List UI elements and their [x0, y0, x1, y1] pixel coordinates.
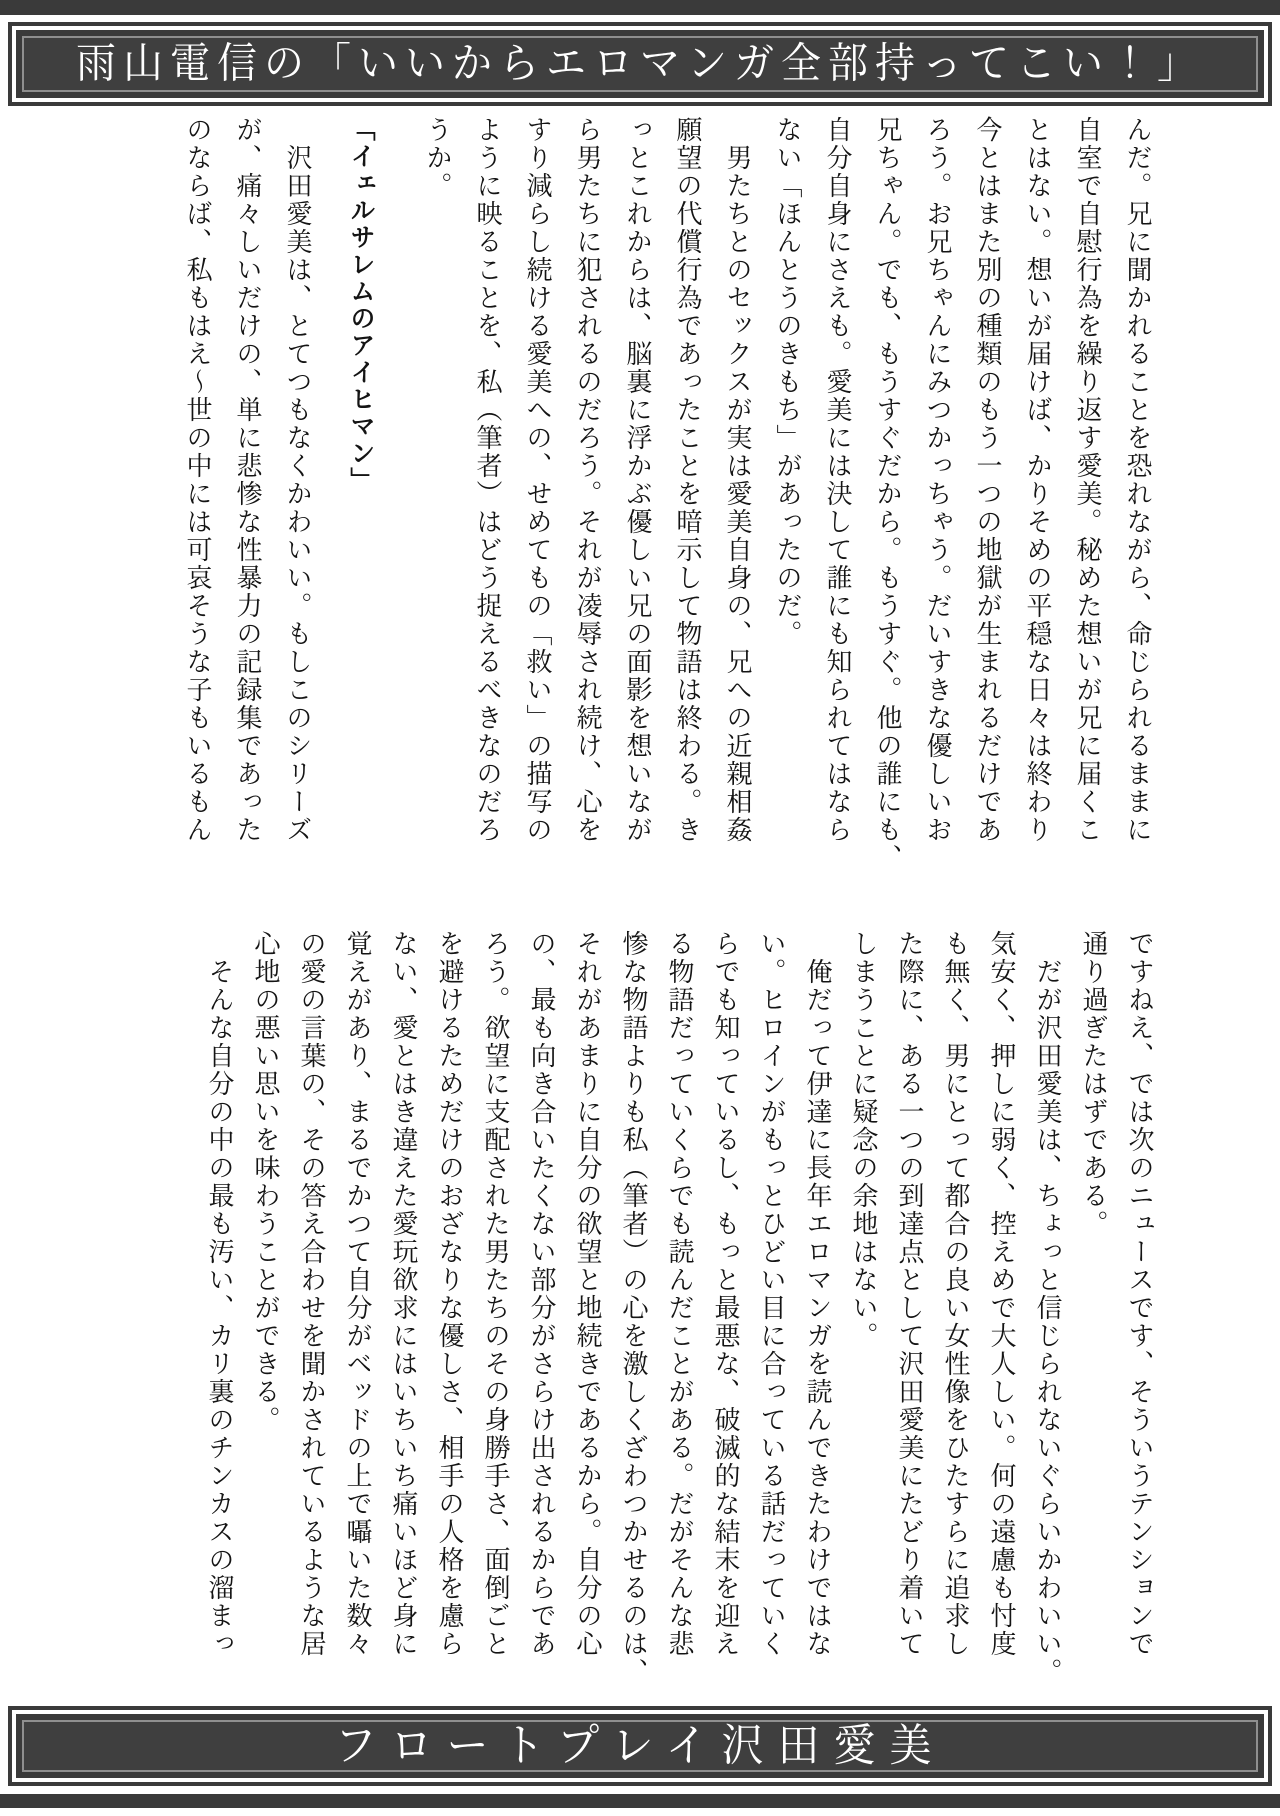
text-column: た際に、ある一つの到達点として沢田愛美にたどり着いて	[895, 930, 924, 1658]
text-column: ように映ることを、私（筆者）はどう捉えるべきなのだろ	[473, 116, 502, 844]
header-banner-title: 雨山電信の「いいからエロマンガ全部持ってこい！」	[76, 40, 1204, 88]
text-column: 俺だって伊達に長年エロマンガを読んできたわけではな	[803, 930, 832, 1658]
article-top-section	[172, 116, 1162, 878]
text-column: ない、愛とはき違えた愛玩欲求にはいちいち痛いほど身に	[389, 930, 418, 1658]
text-column: 願望の代償行為であったことを暗示して物語は終わる。き	[673, 116, 702, 844]
text-column: の愛の言葉の、その答え合わせを聞かされているような居	[297, 930, 326, 1658]
article-bottom-section	[196, 930, 1162, 1692]
header-banner-frame	[12, 26, 1268, 102]
text-column: のならば、私もはえ〜世の中には可哀そうな子もいるもん	[183, 116, 212, 844]
text-column: 自室で自慰行為を繰り返す愛美。秘めた想いが兄に届くこ	[1073, 116, 1102, 844]
header-banner-panel	[22, 36, 1258, 92]
section-heading-column: 「イェルサレムのアイヒマン」	[347, 116, 375, 494]
text-column: 惨な物語よりも私（筆者）の心を激しくざわつかせるのは、	[619, 930, 648, 1686]
text-column: しまうことに疑念の余地はない。	[849, 930, 878, 1350]
text-column: を避けるためだけのおざなりな優しさ、相手の人格を慮ら	[435, 930, 464, 1658]
text-column: ですねえ、では次のニュースです、そういうテンションで	[1125, 930, 1154, 1658]
text-column: 今とはまた別の種類のもう一つの地獄が生まれるだけであ	[973, 116, 1002, 844]
text-column: らでも知っているし、もっと最悪な、破滅的な結末を迎え	[711, 930, 740, 1658]
text-column: それがあまりに自分の欲望と地続きであるから。自分の心	[573, 930, 602, 1658]
text-column: そんな自分の中の最も汚い、カリ裏のチンカスの溜まっ	[205, 930, 234, 1658]
text-column: うか。	[423, 116, 452, 200]
text-column: い。ヒロインがもっとひどい目に合っている話だっていく	[757, 930, 786, 1658]
text-column: る物語だっていくらでも読んだことがある。だがそんな悲	[665, 930, 694, 1658]
text-column: 通り過ぎたはずである。	[1079, 930, 1108, 1238]
footer-banner-title: フロートプレイ沢田愛美	[334, 1720, 946, 1771]
header-banner	[8, 22, 1272, 106]
text-column: 気安く、押しに弱く、控えめで大人しい。何の遠慮も忖度	[987, 930, 1016, 1658]
text-column: も無く、男にとって都合の良い女性像をひたすらに追求し	[941, 930, 970, 1658]
text-column: んだ。兄に聞かれることを恐れながら、命じられるままに	[1123, 116, 1152, 844]
footer-banner-panel	[22, 1720, 1258, 1772]
bottom-edge-bar	[0, 1794, 1280, 1808]
text-column: ろう。欲望に支配された男たちのその身勝手さ、面倒ごと	[481, 930, 510, 1658]
text-column: だが沢田愛美は、ちょっと信じられないぐらいかわいい。	[1033, 930, 1062, 1686]
text-column: 沢田愛美は、とてつもなくかわいい。もしこのシリーズ	[283, 116, 312, 844]
text-column: 覚えがあり、まるでかつて自分がベッドの上で囁いた数々	[343, 930, 372, 1658]
text-column: 自分自身にさえも。愛美には決して誰にも知られてはなら	[823, 116, 852, 844]
text-column: の、最も向き合いたくない部分がさらけ出されるからであ	[527, 930, 556, 1658]
text-column: 兄ちゃん。でも、もうすぐだから。もうすぐ。他の誰にも、	[873, 116, 902, 872]
footer-banner-frame	[12, 1710, 1268, 1782]
text-column: っとこれからは、脳裏に浮かぶ優しい兄の面影を想いなが	[623, 116, 652, 844]
footer-banner	[8, 1706, 1272, 1786]
text-column: とはない。想いが届けば、かりそめの平穏な日々は終わり	[1023, 116, 1052, 844]
text-column: ら男たちに犯されるのだろう。それが凌辱され続け、心を	[573, 116, 602, 844]
text-column: が、痛々しいだけの、単に悲惨な性暴力の記録集であった	[233, 116, 262, 844]
text-column: 心地の悪い思いを味わうことができる。	[251, 930, 280, 1434]
text-column: 男たちとのセックスが実は愛美自身の、兄への近親相姦	[723, 116, 752, 844]
text-column: ろう。お兄ちゃんにみつかっちゃう。だいすきな優しいお	[923, 116, 952, 844]
text-column: すり減らし続ける愛美への、せめてもの「救い」の描写の	[523, 116, 552, 844]
text-column: ない「ほんとうのきもち」があったのだ。	[773, 116, 802, 648]
top-edge-bar	[0, 0, 1280, 15]
